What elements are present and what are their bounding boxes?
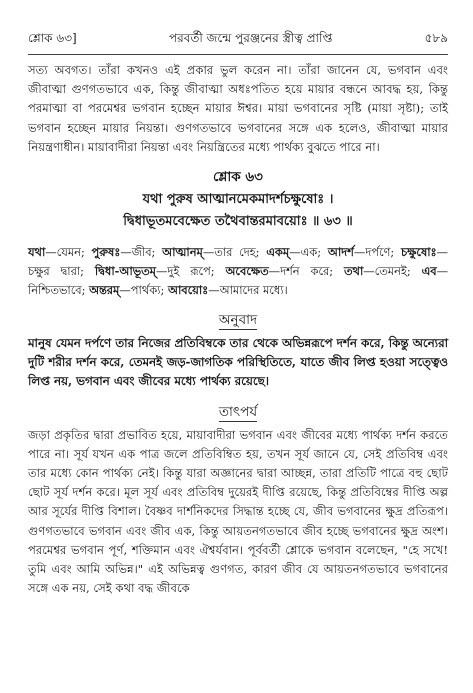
synonym-entry: তথা—তেমনই; [344, 264, 422, 279]
synonym-entry: অবেক্ষেত—দর্শন করে; [225, 264, 345, 279]
synonym-meaning: এক; [300, 245, 328, 260]
translation-heading-text: অনুবাদ [218, 312, 258, 329]
synonym-word: আত্মানম্ [162, 245, 203, 260]
synonym-entry: আদর্শ—দর্পণে; [327, 245, 401, 260]
header-chapter-title: পরবর্তী জন্মে পুরঞ্জনের স্ত্রীত্ব প্রাপ্তি [169, 31, 333, 45]
synonym-word: আদর্শ [327, 245, 354, 260]
synonym-entry: একম্—এক; [266, 245, 328, 260]
synonym-entry: এব—নিশ্চিতভাবে; [28, 264, 448, 298]
translation-heading [28, 310, 448, 330]
synonym-entry: যথা—যেমন; [28, 245, 92, 260]
book-page [28, 30, 448, 598]
purport-heading [28, 402, 448, 422]
header-verse-ref: শ্লোক ৬৩] [28, 31, 77, 45]
intro-paragraph: সত্য অবগত। তাঁরা কখনও এই প্রকার ভুল করেন না। তাঁরা জানেন যে, ভগবান এবং জীবাত্মা গুণগতভাবে এক, কিন্তু জীবাত্মা অধঃপতিত হয়ে মায়ার বন্ধনে আবদ্ধ হয়, কিন্তু পরমাত্মা বা পরমেশ্বর ভগবান হচ্ছেন মায়ার ঈশ্বর। মায়া ভগবানের সৃষ্টি (মায়া সৃষ্টা); তাই ভগবান হচ্ছেন মায়ার নিয়ন্তা। গুণগতভাবে ভগবানের সঙ্গে এক হলেও, জীবাত্মা মায়ার নিয়ন্ত্রণাধীন। মায়াবাদীরা নিয়ন্তা এবং নিয়ন্ত্রিতের মধ্যে পার্থক্য বুঝতে পারে না। [28, 63, 448, 154]
synonyms-paragraph [28, 243, 448, 300]
synonym-meaning: আমাদের মধ্যে। [219, 283, 288, 298]
synonym-meaning: দুই রূপে; [167, 264, 226, 279]
synonym-word: এব [421, 264, 437, 279]
synonym-word: তথা [344, 264, 364, 279]
synonym-word: যথা [28, 245, 46, 260]
synonym-word: একম্ [266, 245, 290, 260]
synonym-word: পুরুষঃ [91, 245, 121, 260]
verse-line-1: যথা পুরুষ আত্মানমেকমাদর্শচক্ষুষোঃ । [142, 192, 334, 208]
synonym-meaning: তার দেহ; [214, 245, 267, 260]
page-number: ৫৮৯ [424, 31, 448, 45]
purport-text: জড়া প্রকৃতির দ্বারা প্রভাবিত হয়ে, মায়াবাদীরা ভগবান এবং জীবের মধ্যে পার্থক্য দর্শন করতে পারে না। সূর্য যখন এক পাত্র জলে প্রতিবিম্বিত হয়, তখন সূর্য জানে যে, সেই প্রতিবিম্ব এবং তার মধ্যে কোন পার্থক্য নেই। কিন্তু যারা অজ্ঞানের দ্বারা আচ্ছন্ন, তারা প্রতিটি পাত্রে বহু ছোট ছোট সূর্য দর্শন করে। মূল সূর্য এবং প্রতিবিম্ব দুয়েরই দীপ্তি রয়েছে, কিন্তু প্রতিবিম্বের দীপ্তি অল্প আর সূর্যের দীপ্তি বিশাল। বৈষ্ণব দার্শনিকদের সিদ্ধান্ত হচ্ছে যে, জীব ভগবানের ক্ষুদ্র প্রতিরূপ। গুণগতভাবে ভগবান এবং জীব এক, কিন্তু আয়তনগতভাবে জীব হচ্ছে ভগবানের ক্ষুদ্র অংশ। পরমেশ্বর ভগবান পূর্ণ, শক্তিমান এবং ঐশ্বর্যবান। পূর্ববর্তী শ্লোকে ভগবান বলেছেন, "হে সখে! তুমি এবং আমি অভিন্ন।" এই অভিন্নত্ব গুণগত, কারণ জীব যে আয়তনগতভাবে ভগবানের সঙ্গে এক নয়, সেই কথা বদ্ধ জীবকে [28, 427, 448, 596]
synonym-entry: আত্মানম্—তার দেহ; [162, 245, 267, 260]
verse-heading: শ্লোক ৬৩ [213, 169, 263, 186]
verse-line-2: দ্বিধাভূতমবেক্ষেত তথৈবান্তরমাবয়োঃ ॥ ৬৩ ॥ [123, 214, 353, 230]
synonym-meaning: দর্পণে; [365, 245, 401, 260]
synonym-entry: চক্ষুষোঃ—চক্ষুর দ্বারা; [28, 245, 448, 279]
synonym-word: আবয়োঃ [167, 283, 209, 298]
synonym-entry: আবয়োঃ—আমাদের মধ্যে। [167, 283, 288, 298]
running-header [28, 30, 448, 55]
synonym-meaning: পার্থক্য; [130, 283, 168, 298]
synonym-meaning: চক্ষুর দ্বারা; [28, 264, 95, 279]
synonym-entry: পুরুষঃ—জীব; [91, 245, 163, 260]
synonym-meaning: নিশ্চিতভাবে; [28, 283, 90, 298]
synonym-word: চক্ষুষোঃ [401, 245, 437, 260]
purport-heading-text: তাৎপর্য [218, 403, 258, 420]
synonym-entry: দ্বিধা-আভূতম্—দুই রূপে; [94, 264, 226, 279]
synonym-word: দ্বিধা-আভূতম্ [94, 264, 156, 279]
translation-text: মানুষ যেমন দর্পণে তার নিজের প্রতিবিম্বকে তার থেকে অভিন্নরূপে দর্শন করে, কিন্তু অন্যেরা দুটি শরীর দর্শন করে, তেমনই জড়-জাগতিক পরিস্থিতিতে, যাতে জীব লিপ্ত হওয়া সত্ত্বেও লিপ্ত নয়, ভগবান এবং জীবের মধ্যে পার্থক্য রয়েছে। [28, 336, 448, 389]
synonym-meaning: জীব; [131, 245, 163, 260]
synonym-word: অবেক্ষেত [225, 264, 269, 279]
synonym-meaning: যেমন; [56, 245, 92, 260]
synonym-word: অন্তরম্ [89, 283, 120, 298]
synonym-meaning: তেমনই; [374, 264, 422, 279]
synonym-entry: অন্তরম্—পার্থক্য; [89, 283, 168, 298]
synonym-meaning: দর্শন করে; [280, 264, 345, 279]
